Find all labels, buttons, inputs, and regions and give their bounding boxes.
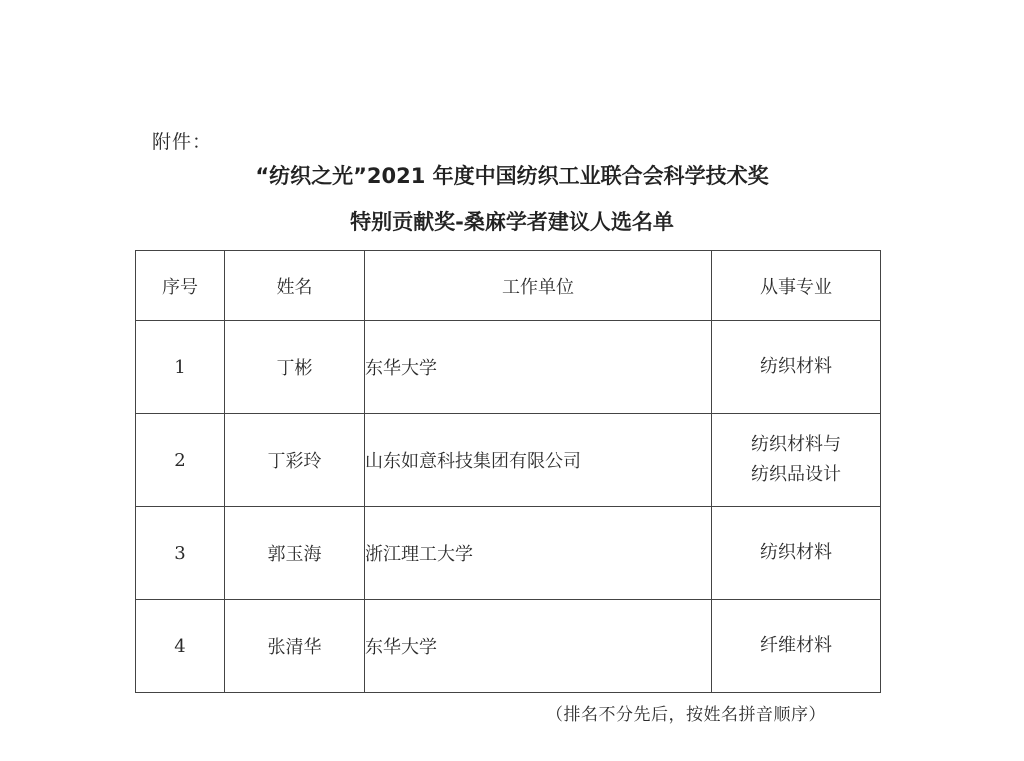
- row-major-line: 纺织材料: [760, 356, 832, 377]
- row-name: 郭玉海: [225, 507, 365, 600]
- row-major: [712, 414, 881, 507]
- footnote: （排名不分先后，按姓名拼音顺序）: [546, 705, 826, 725]
- row-index: 3: [136, 507, 225, 600]
- row-index: 2: [136, 414, 225, 507]
- row-work-unit: 山东如意科技集团有限公司: [365, 414, 712, 507]
- document-title-line-1: “纺织之光”2021 年度中国纺织工业联合会科学技术奖: [255, 164, 769, 188]
- row-name: 丁彩玲: [225, 414, 365, 507]
- row-major-line: 纺织品设计: [751, 464, 841, 485]
- row-major: [712, 600, 881, 693]
- header-name: 姓名: [225, 251, 365, 321]
- table-header-row: [136, 251, 881, 321]
- row-name: 张清华: [225, 600, 365, 693]
- annex-label: 附件：: [152, 131, 213, 153]
- document-title-line-2: 特别贡献奖-桑麻学者建议人选名单: [350, 210, 674, 234]
- row-name: 丁彬: [225, 321, 365, 414]
- table-row: [136, 321, 881, 414]
- row-major-line: 纤维材料: [760, 635, 832, 656]
- row-index: 4: [136, 600, 225, 693]
- row-major: [712, 507, 881, 600]
- header-major: 从事专业: [712, 251, 881, 321]
- table-row: [136, 507, 881, 600]
- table-row: [136, 414, 881, 507]
- row-major-line: 纺织材料: [760, 542, 832, 563]
- row-major: [712, 321, 881, 414]
- row-index: 1: [136, 321, 225, 414]
- candidate-table: [135, 250, 881, 693]
- table-row: [136, 600, 881, 693]
- row-work-unit: 东华大学: [365, 321, 712, 414]
- row-major-line: 纺织材料与: [751, 434, 841, 455]
- header-work-unit: 工作单位: [365, 251, 712, 321]
- row-work-unit: 浙江理工大学: [365, 507, 712, 600]
- row-work-unit: 东华大学: [365, 600, 712, 693]
- header-index: 序号: [136, 251, 225, 321]
